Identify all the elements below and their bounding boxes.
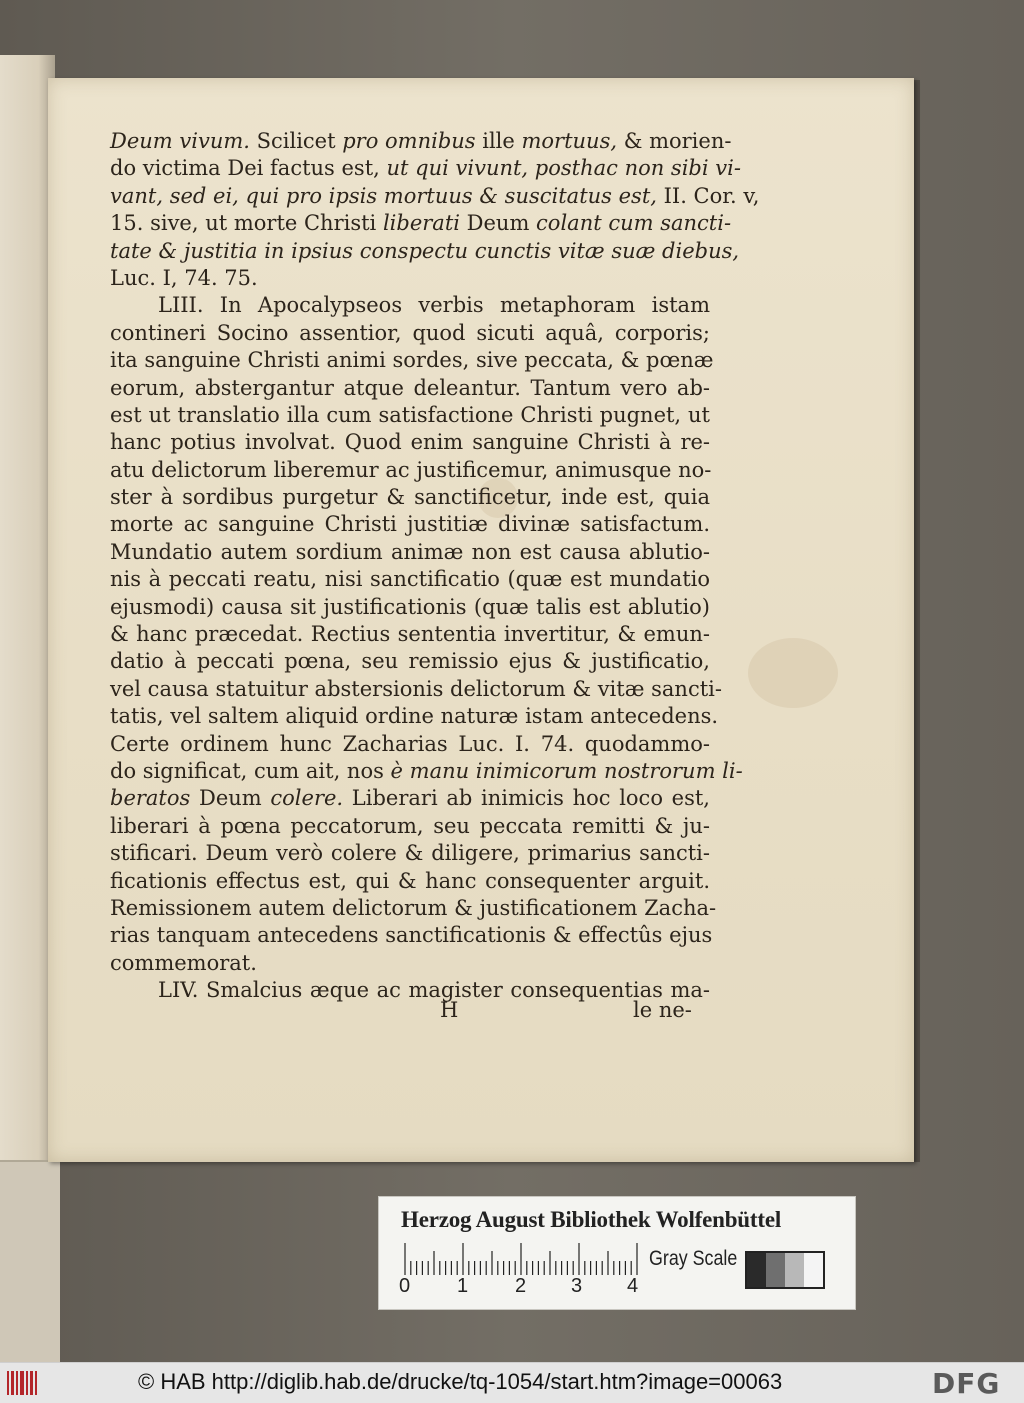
text-line xyxy=(110,402,710,429)
text-run: contineri Socino assentior, quod sicuti aquâ, corporis; xyxy=(110,320,710,345)
text-run: datio à peccati pœna, seu remissio ejus & justificatio, xyxy=(110,649,710,674)
text-line xyxy=(110,183,760,210)
text-line xyxy=(110,922,713,949)
gray-swatch xyxy=(785,1253,804,1287)
text-run: tatis, vel saltem aliquid ordine naturæ istam antecedens. xyxy=(110,704,719,729)
text-run: ejusmodi) causa sit justificationis (quæ talis est ablutio) xyxy=(110,594,710,619)
text-line xyxy=(110,292,710,319)
ruler-number: 0 xyxy=(399,1275,411,1297)
ruler-number: 1 xyxy=(457,1275,469,1297)
text-line xyxy=(110,648,710,675)
text-run: liberari à pœna peccatorum, seu peccata remitti & ju- xyxy=(110,813,710,838)
text-run: Luc. I, 74. 75. xyxy=(110,265,258,290)
text-run: do significat, cum ait, nos xyxy=(110,758,391,783)
text-run: II. Cor. v, xyxy=(656,183,760,208)
text-run: ficationis effectus est, qui & hanc consequenter arguit. xyxy=(110,868,710,893)
text-line xyxy=(110,320,710,347)
text-line xyxy=(110,977,710,1004)
text-run: do victima Dei factus est, xyxy=(110,156,387,181)
text-run: stificari. Deum verò colere & diligere, primarius sancti- xyxy=(110,841,710,866)
source-link[interactable]: © HAB http://diglib.hab.de/drucke/tq-1054/start.htm?image=00063 xyxy=(138,1369,783,1394)
text-run: hanc potius involvat. Quod enim sanguine Christi à re- xyxy=(110,430,710,455)
text-line xyxy=(110,539,710,566)
text-run: est ut translatio illa cum satisfactione Christi pugnet, ut xyxy=(110,402,710,427)
text-line xyxy=(110,511,710,538)
text-line xyxy=(110,703,719,730)
italic-run: Deum vivum. xyxy=(110,129,250,153)
footer-bar xyxy=(0,1362,1024,1403)
text-run: eorum, abstergantur atque deleantur. Tantum vero ab- xyxy=(110,375,710,400)
italic-run: mortuus, xyxy=(521,129,618,153)
text-run: Mundatio autem sordium animæ non est causa ablutio- xyxy=(110,539,710,564)
ruler-number: 2 xyxy=(515,1275,527,1297)
color-calibration-card xyxy=(378,1196,856,1310)
gray-swatch xyxy=(804,1253,823,1287)
catchword: le ne- xyxy=(633,998,692,1022)
gray-scale-swatches xyxy=(745,1251,825,1289)
text-run: Liberari ab inimicis hoc loco est, xyxy=(343,786,710,811)
text-line xyxy=(110,676,722,703)
text-run: ita sanguine Christi animi sordes, sive peccata, & pœnæ xyxy=(110,348,714,373)
text-line xyxy=(110,347,714,374)
text-run: Deum xyxy=(459,211,537,236)
text-run: ille xyxy=(475,129,522,153)
ruler-number: 3 xyxy=(571,1275,583,1297)
text-line xyxy=(110,210,732,237)
italic-run: pro omnibus xyxy=(342,129,476,153)
page-shadow xyxy=(914,80,920,1162)
italic-run: colant cum sancti- xyxy=(536,211,732,236)
text-line xyxy=(110,840,710,867)
gray-swatch xyxy=(747,1253,766,1287)
text-line xyxy=(110,155,741,182)
text-line xyxy=(110,758,743,785)
italic-run: colere. xyxy=(270,786,344,811)
ruler-scale xyxy=(403,1241,643,1275)
italic-run: liberati xyxy=(382,211,460,236)
page-text xyxy=(110,128,760,1005)
text-run: ster à sordibus purgetur & sanctificetur, inde est, quia xyxy=(110,485,710,510)
text-line xyxy=(110,566,710,593)
italic-run: vant, sed ei, qui pro ipsis mortuus & suscitatus est, xyxy=(110,183,657,208)
text-run: rias tanquam antecedens sanctificationis & effectûs ejus xyxy=(110,923,713,948)
dfg-logo: DFG xyxy=(932,1367,1001,1400)
text-run: Certe ordinem hunc Zacharias Luc. I. 74. quodammo- xyxy=(110,731,710,756)
text-run: morte ac sanguine Christi justitiæ divinæ satisfactum. xyxy=(110,512,710,537)
text-run: Deum xyxy=(190,786,271,811)
text-line xyxy=(110,895,717,922)
text-run: Scilicet xyxy=(249,129,343,153)
text-line xyxy=(110,238,740,265)
text-run: nis à peccati reatu, nisi sanctificatio (quæ est mundatio xyxy=(110,567,710,592)
text-run: Remissionem autem delictorum & justificationem Zacha- xyxy=(110,895,717,920)
text-line xyxy=(110,128,732,155)
signature-mark: H xyxy=(440,998,459,1022)
card-title: Herzog August Bibliothek Wolfenbüttel xyxy=(401,1207,782,1232)
text-line xyxy=(110,731,710,758)
text-line xyxy=(110,950,710,977)
text-line xyxy=(110,785,710,812)
italic-run: è manu inimicorum nostrorum li- xyxy=(390,758,743,783)
text-run: atu delictorum liberemur ac justificemur, animusque no- xyxy=(110,457,712,482)
text-run: LIV. Smalcius æque ac magister consequentias ma- xyxy=(158,978,710,1003)
library-barcode-icon xyxy=(6,1367,38,1399)
text-line xyxy=(110,813,710,840)
text-line xyxy=(110,621,710,648)
text-line xyxy=(110,484,710,511)
italic-run: beratos xyxy=(110,786,191,811)
text-line xyxy=(110,265,710,292)
text-run: LIII. In Apocalypseos verbis metaphoram istam xyxy=(158,293,710,318)
gray-scale-label: Gray Scale xyxy=(649,1247,738,1270)
text-run: & hanc præcedat. Rectius sententia invertitur, & emun- xyxy=(110,622,710,647)
ruler-number: 4 xyxy=(627,1275,639,1297)
text-run: commemorat. xyxy=(110,950,257,975)
text-line xyxy=(110,457,710,484)
italic-run: ut qui vivunt, posthac non sibi vi- xyxy=(386,156,741,181)
paper-stain xyxy=(748,638,838,708)
text-line xyxy=(110,868,710,895)
text-line xyxy=(110,375,710,402)
gray-swatch xyxy=(766,1253,785,1287)
text-run: vel causa statuitur abstersionis delictorum & vitæ sancti- xyxy=(110,676,722,701)
text-line xyxy=(110,429,710,456)
text-line xyxy=(110,594,710,621)
adjacent-page-strip xyxy=(0,1160,60,1364)
italic-run: tate & justitia in ipsius conspectu cunctis vitæ suæ diebus, xyxy=(110,238,740,263)
text-run: & morien- xyxy=(617,129,732,153)
text-run: 15. sive, ut morte Christi xyxy=(110,211,383,236)
